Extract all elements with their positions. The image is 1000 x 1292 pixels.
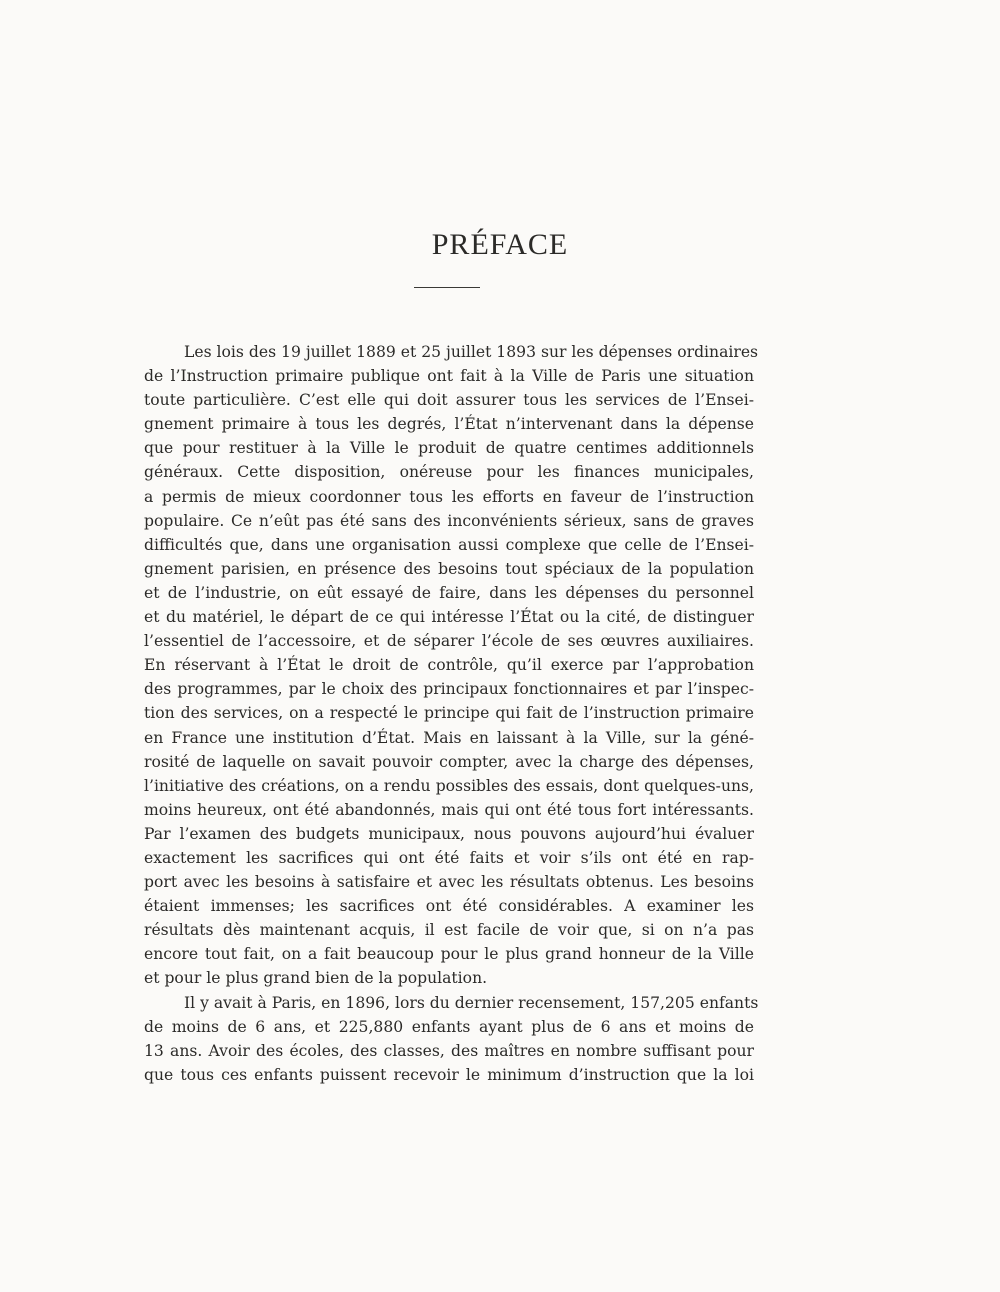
text-line: rosité de laquelle on savait pouvoir compter, avec la charge des dépenses, <box>144 752 754 771</box>
text-line: que pour restituer à la Ville le produit de quatre centimes additionnels <box>144 439 754 458</box>
text-line: Il y avait à Paris, en 1896, lors du dernier recensement, 157,205 enfants <box>184 993 759 1012</box>
text-line: toute particulière. C’est elle qui doit assurer tous les services de l’Ensei- <box>144 391 754 410</box>
preface-body <box>144 340 759 1087</box>
text-line: encore tout fait, on a fait beaucoup pour le plus grand honneur de la Ville <box>144 945 754 964</box>
text-line: de l’Instruction primaire publique ont fait à la Ville de Paris une situation <box>144 367 754 386</box>
text-line: populaire. Ce n’eût pas été sans des inconvénients sérieux, sans de graves <box>144 511 754 530</box>
text-line: Les lois des 19 juillet 1889 et 25 juillet 1893 sur les dépenses ordinaires <box>184 343 759 361</box>
text-line: et de l’industrie, on eût essayé de faire, dans les dépenses du personnel <box>144 583 754 602</box>
text-line: de moins de 6 ans, et 225,880 enfants ayant plus de 6 ans et moins de <box>144 1017 754 1036</box>
text-line: l’essentiel de l’accessoire, et de séparer l’école de ses œuvres auxiliaires. <box>144 632 754 651</box>
text-line: gnement parisien, en présence des besoins tout spéciaux de la population <box>144 559 754 578</box>
text-line: que tous ces enfants puissent recevoir le minimum d’instruction que la loi <box>144 1065 754 1084</box>
page-title: PRÉFACE <box>431 228 569 261</box>
title-divider <box>414 287 480 288</box>
text-line: l’initiative des créations, on a rendu possibles des essais, dont quelques-uns, <box>144 776 754 795</box>
text-line: port avec les besoins à satisfaire et avec les résultats obtenus. Les besoins <box>144 873 754 892</box>
text-line: et pour le plus grand bien de la population. <box>144 969 488 988</box>
text-line: gnement primaire à tous les degrés, l’État n’intervenant dans la dépense <box>144 415 754 434</box>
text-line: étaient immenses; les sacrifices ont été considérables. A examiner les <box>144 897 754 916</box>
text-line: tion des services, on a respecté le principe qui fait de l’instruction primaire <box>144 704 754 723</box>
text-line: généraux. Cette disposition, onéreuse pour les finances municipales, <box>144 463 754 482</box>
text-line: difficultés que, dans une organisation aussi complexe que celle de l’Ensei- <box>144 535 754 554</box>
text-line: 13 ans. Avoir des écoles, des classes, des maîtres en nombre suffisant pour <box>144 1041 754 1060</box>
text-line: En réservant à l’État le droit de contrôle, qu’il exerce par l’approbation <box>144 656 754 675</box>
text-line: moins heureux, ont été abandonnés, mais qui ont été tous fort intéressants. <box>144 800 754 819</box>
text-line: a permis de mieux coordonner tous les efforts en faveur de l’instruction <box>144 487 754 506</box>
text-line: en France une institution d’État. Mais en laissant à la Ville, sur la géné- <box>144 728 754 747</box>
text-line: des programmes, par le choix des principaux fonctionnaires et par l’inspec- <box>144 680 754 699</box>
text-line: et du matériel, le départ de ce qui intéresse l’État ou la cité, de distinguer <box>144 608 754 627</box>
text-line: exactement les sacrifices qui ont été faits et voir s’ils ont été en rap- <box>144 848 754 867</box>
text-line: résultats dès maintenant acquis, il est facile de voir que, si on n’a pas <box>144 921 754 940</box>
text-line: Par l’examen des budgets municipaux, nous pouvons aujourd’hui évaluer <box>144 824 754 843</box>
